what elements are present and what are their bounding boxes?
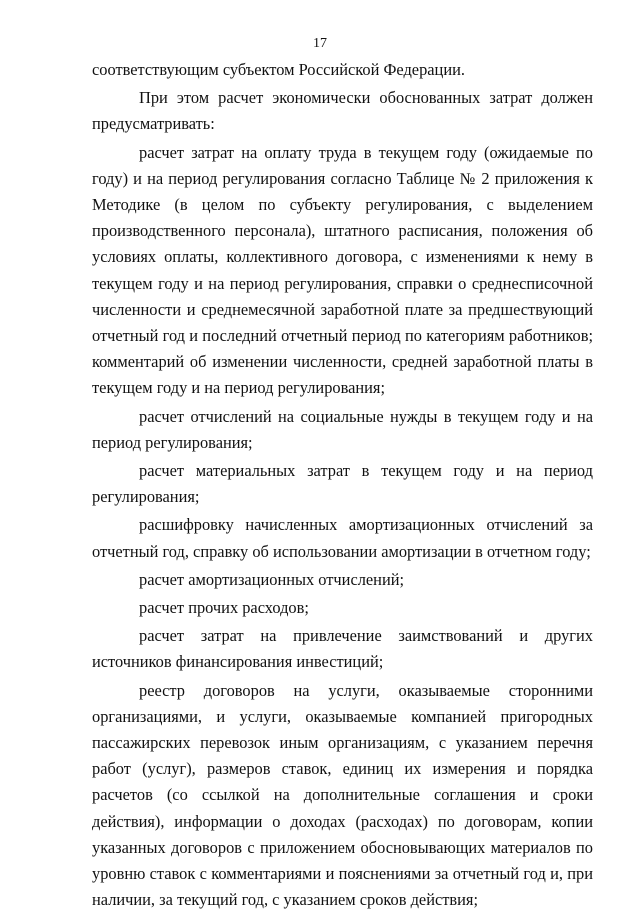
list-item-depreciation-breakdown: расшифровку начисленных амортизационных отчислений за отчетный год, справку об использовании амортизации в отчетном году; — [92, 515, 593, 561]
list-item-material-costs: расчет материальных затрат в текущем году и на период регулирования; — [92, 461, 593, 507]
list-item-depreciation-calc: расчет амортизационных отчислений; — [139, 569, 405, 589]
paragraph-continuation: соответствующим субъектом Российской Федерации. — [92, 60, 465, 79]
list-item-other-expenses: расчет прочих расходов; — [139, 598, 309, 618]
page-number: 17 — [313, 36, 327, 51]
list-item-social-contributions: расчет отчислений на социальные нужды в текущем году и на период регулирования; — [92, 406, 593, 452]
list-item-labor-costs: расчет затрат на оплату труда в текущем году (ожидаемые по году) и на период регулирования согласно Таблице № 2 приложения к Методике (в целом по субъекту регулирования, с выделением производственного персонала), штатного расписания, положения об условиях оплаты, коллективного договора, с изменениями к нему в текущем году и на период регулирования, справки о среднесписочной численности и среднемесячной заработной плате за предшествующий отчетный год и последний отчетный период по категориям работников; комментарий об изменении численности, средней заработной платы в текущем году и на период регулирования; — [92, 142, 593, 398]
list-item-contracts-register: реестр договоров на услуги, оказываемые сторонними организациями, и услуги, оказываемые компанией пригородных пассажирских перевозок иным организациям, с указанием перечня работ (услуг), размеров ставок, единиц их измерения и порядка расчетов (со ссылкой на дополнительные соглашения и сроки действия), информации о доходах (расходах) по договорам, копии указанных договоров с приложением обосновывающих материалов по уровню ставок с комментариями и пояснениями за отчетный год и, при наличии, за текущий год, с указанием сроков действия; — [92, 680, 593, 910]
list-item-borrowing-costs: расчет затрат на привлечение заимствований и других источников финансирования инвестиций; — [92, 626, 593, 672]
paragraph-intro: При этом расчет экономически обоснованных затрат должен предусматривать: — [92, 88, 593, 134]
body-text — [92, 57, 593, 914]
